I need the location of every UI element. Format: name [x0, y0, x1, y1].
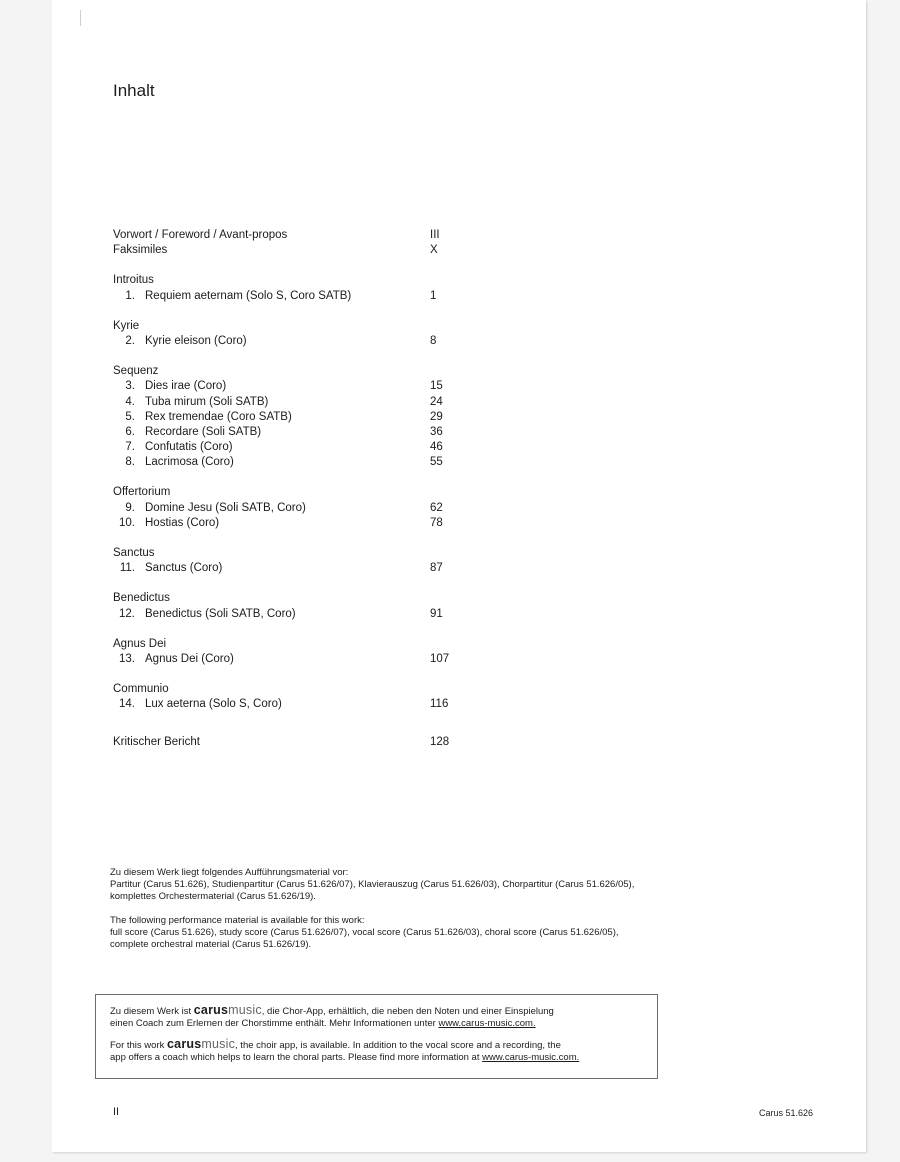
- toc-entry-number: 7.: [125, 441, 135, 454]
- toc-entry: [113, 697, 453, 712]
- notes-english-line: complete orchestral material (Carus 51.626/19).: [110, 939, 312, 950]
- toc-entry-number: 4.: [125, 395, 135, 408]
- toc-entry: [113, 243, 453, 258]
- toc-entry-label: [113, 697, 282, 712]
- text-fragment: app offers a coach which helps to learn the choral parts. Please find more information at: [110, 1052, 480, 1063]
- toc-entry: [113, 735, 453, 750]
- toc-entry: [113, 455, 453, 470]
- toc-section-heading: Introitus: [113, 274, 154, 287]
- toc-entry-label: [113, 379, 226, 394]
- spacer: [113, 713, 453, 735]
- toc-entry-number: 11.: [119, 562, 135, 575]
- carus-music-logo: [194, 1003, 262, 1017]
- toc-entry-label: [113, 334, 247, 349]
- logo-bold: carus: [167, 1037, 202, 1051]
- app-info-german: [110, 1004, 643, 1030]
- toc-section-heading: Sequenz: [113, 365, 159, 378]
- spacer: [113, 576, 453, 591]
- toc-entry-label: Kritischer Bericht: [113, 735, 200, 748]
- toc-entry-title: Confutatis (Coro): [145, 441, 233, 454]
- toc-section-heading: Kyrie: [113, 319, 140, 332]
- notes-english-intro: The following performance material is available for this work:: [110, 915, 365, 926]
- toc-entry-label: [113, 395, 268, 410]
- logo-bold: carus: [193, 1003, 229, 1017]
- toc-entry-page: 62: [430, 501, 443, 514]
- toc-entry-label: [113, 410, 292, 425]
- toc-entry: [113, 289, 453, 304]
- spacer: [113, 258, 453, 273]
- toc-entry-number: 14.: [119, 698, 135, 711]
- toc-entry-title: Lux aeterna (Solo S, Coro): [145, 698, 282, 711]
- toc-entry-label: [113, 652, 234, 667]
- carus-music-link[interactable]: www.carus-music.com.: [438, 1018, 536, 1029]
- catalog-number: Carus 51.626: [758, 1108, 813, 1118]
- toc-entry: [113, 228, 453, 243]
- spacer: [113, 304, 453, 319]
- toc-entry-number: 10.: [119, 516, 135, 529]
- toc-entry-label: Faksimiles: [113, 244, 168, 257]
- toc-section-heading: Benedictus: [113, 592, 170, 605]
- toc-entry-number: 5.: [125, 410, 135, 423]
- toc-entry-page: 55: [430, 456, 443, 469]
- toc-entry-page: 78: [430, 516, 443, 529]
- toc-entry-label: [113, 607, 296, 622]
- toc-entry-page: 128: [430, 735, 450, 748]
- toc-entry-title: Dies irae (Coro): [145, 380, 227, 393]
- toc-entry-label: [113, 501, 306, 516]
- toc-entry-title: Rex tremendae (Coro SATB): [145, 410, 292, 423]
- notes-german-intro: Zu diesem Werk liegt folgendes Aufführungsmaterial vor:: [110, 867, 349, 878]
- notes-german: [110, 867, 750, 903]
- toc-entry-number: 3.: [125, 380, 135, 393]
- toc-section-heading: Offertorium: [113, 486, 171, 499]
- toc-entry: [113, 561, 453, 576]
- toc-section-heading: Sanctus: [113, 547, 155, 559]
- page-number: II: [113, 1106, 120, 1118]
- notes-german-line: komplettes Orchestermaterial (Carus 51.626/19).: [110, 891, 316, 902]
- toc-entry: [113, 334, 453, 349]
- toc-section-heading: Communio: [113, 683, 169, 696]
- page-title: Inhalt: [113, 81, 155, 100]
- toc-entry-number: 8.: [125, 456, 135, 469]
- toc-entry: [113, 501, 453, 516]
- toc-entry-page: 116: [430, 698, 449, 711]
- toc-entry-page: X: [430, 244, 438, 257]
- toc-entry-title: Hostias (Coro): [145, 516, 220, 529]
- toc-entry-title: Tuba mirum (Soli SATB): [145, 395, 269, 408]
- toc-entry: [113, 516, 453, 531]
- toc-entry-title: Agnus Dei (Coro): [145, 652, 234, 665]
- toc-entry-label: [113, 516, 219, 531]
- carus-music-app-box: [95, 994, 658, 1079]
- logo-light: music: [228, 1003, 262, 1017]
- crop-mark: [80, 10, 81, 26]
- toc-entry: [113, 652, 453, 667]
- text-fragment: einen Coach zum Erlernen der Chorstimme enthält. Mehr Informationen unter: [110, 1018, 436, 1029]
- toc-entry: [113, 425, 453, 440]
- text-fragment: Zu diesem Werk ist: [110, 1006, 192, 1017]
- toc-entry-page: III: [430, 229, 440, 241]
- toc-entry: [113, 410, 453, 425]
- text-fragment: , die Chor-App, erhältlich, die neben den Noten und einer Einspielung: [261, 1006, 554, 1017]
- toc-entry-label: [113, 425, 261, 440]
- toc-entry-page: 15: [430, 380, 443, 393]
- toc-entry-page: 46: [430, 441, 443, 454]
- toc-entry: [113, 379, 453, 394]
- toc-entry-number: 6.: [125, 425, 135, 438]
- toc-entry-label: [113, 455, 234, 470]
- toc-entry-title: Kyrie eleison (Coro): [145, 334, 247, 347]
- performance-material-notes: [110, 867, 750, 963]
- toc-entry-page: 24: [430, 395, 443, 408]
- toc-entry-title: Recordare (Soli SATB): [145, 425, 262, 438]
- toc-entry-label: [113, 440, 233, 455]
- toc-entry-number: 1.: [125, 289, 135, 302]
- toc-entry-title: Domine Jesu (Soli SATB, Coro): [145, 501, 306, 514]
- table-of-contents: [113, 228, 453, 750]
- notes-german-line: Partitur (Carus 51.626), Studienpartitur (Carus 51.626/07), Klavierauszug (Carus 51.626/03), Chorpartitur (Carus 51.626/05),: [110, 879, 635, 890]
- toc-section-heading: Agnus Dei: [113, 637, 167, 650]
- app-info-english: [110, 1038, 643, 1064]
- toc-entry-label: [113, 289, 351, 304]
- toc-entry-title: Lacrimosa (Coro): [145, 456, 234, 469]
- notes-english-line: full score (Carus 51.626), study score (Carus 51.626/07), vocal score (Carus 51.626/03), choral score (Carus 51.626/05),: [110, 927, 619, 938]
- spacer: [113, 622, 453, 637]
- spacer: [113, 667, 453, 682]
- toc-entry-page: 1: [430, 289, 437, 302]
- toc-entry-page: 107: [430, 652, 450, 665]
- toc-entry-number: 9.: [125, 501, 135, 514]
- toc-entry-page: 36: [430, 425, 443, 438]
- toc-entry-number: 13.: [119, 652, 135, 665]
- toc-entry-label: [113, 561, 222, 576]
- text-fragment: For this work: [110, 1040, 165, 1051]
- spacer: [113, 531, 453, 546]
- carus-music-logo: [167, 1037, 235, 1051]
- text-fragment: , the choir app, is available. In addition to the vocal score and a recording, the: [235, 1040, 561, 1051]
- carus-music-link[interactable]: www.carus-music.com.: [482, 1052, 580, 1063]
- spacer: [113, 349, 453, 364]
- logo-light: music: [201, 1037, 236, 1051]
- toc-entry-page: 8: [430, 334, 437, 347]
- toc-entry-number: 2.: [125, 334, 135, 347]
- toc-entry-page: 91: [430, 607, 443, 620]
- toc-entry: [113, 440, 453, 455]
- toc-entry-number: 12.: [119, 607, 135, 620]
- toc-entry-page: 29: [430, 410, 443, 423]
- toc-entry-title: Sanctus (Coro): [145, 562, 223, 575]
- toc-entry: [113, 395, 453, 410]
- toc-entry-page: 87: [430, 562, 443, 575]
- toc-entry: [113, 607, 453, 622]
- notes-english: [110, 915, 750, 951]
- toc-sections: [113, 258, 453, 712]
- toc-entry-label: Vorwort / Foreword / Avant-propos: [113, 229, 288, 241]
- toc-entry-title: Benedictus (Soli SATB, Coro): [145, 607, 296, 620]
- toc-entry-title: Requiem aeternam (Solo S, Coro SATB): [145, 289, 352, 302]
- spacer: [113, 470, 453, 485]
